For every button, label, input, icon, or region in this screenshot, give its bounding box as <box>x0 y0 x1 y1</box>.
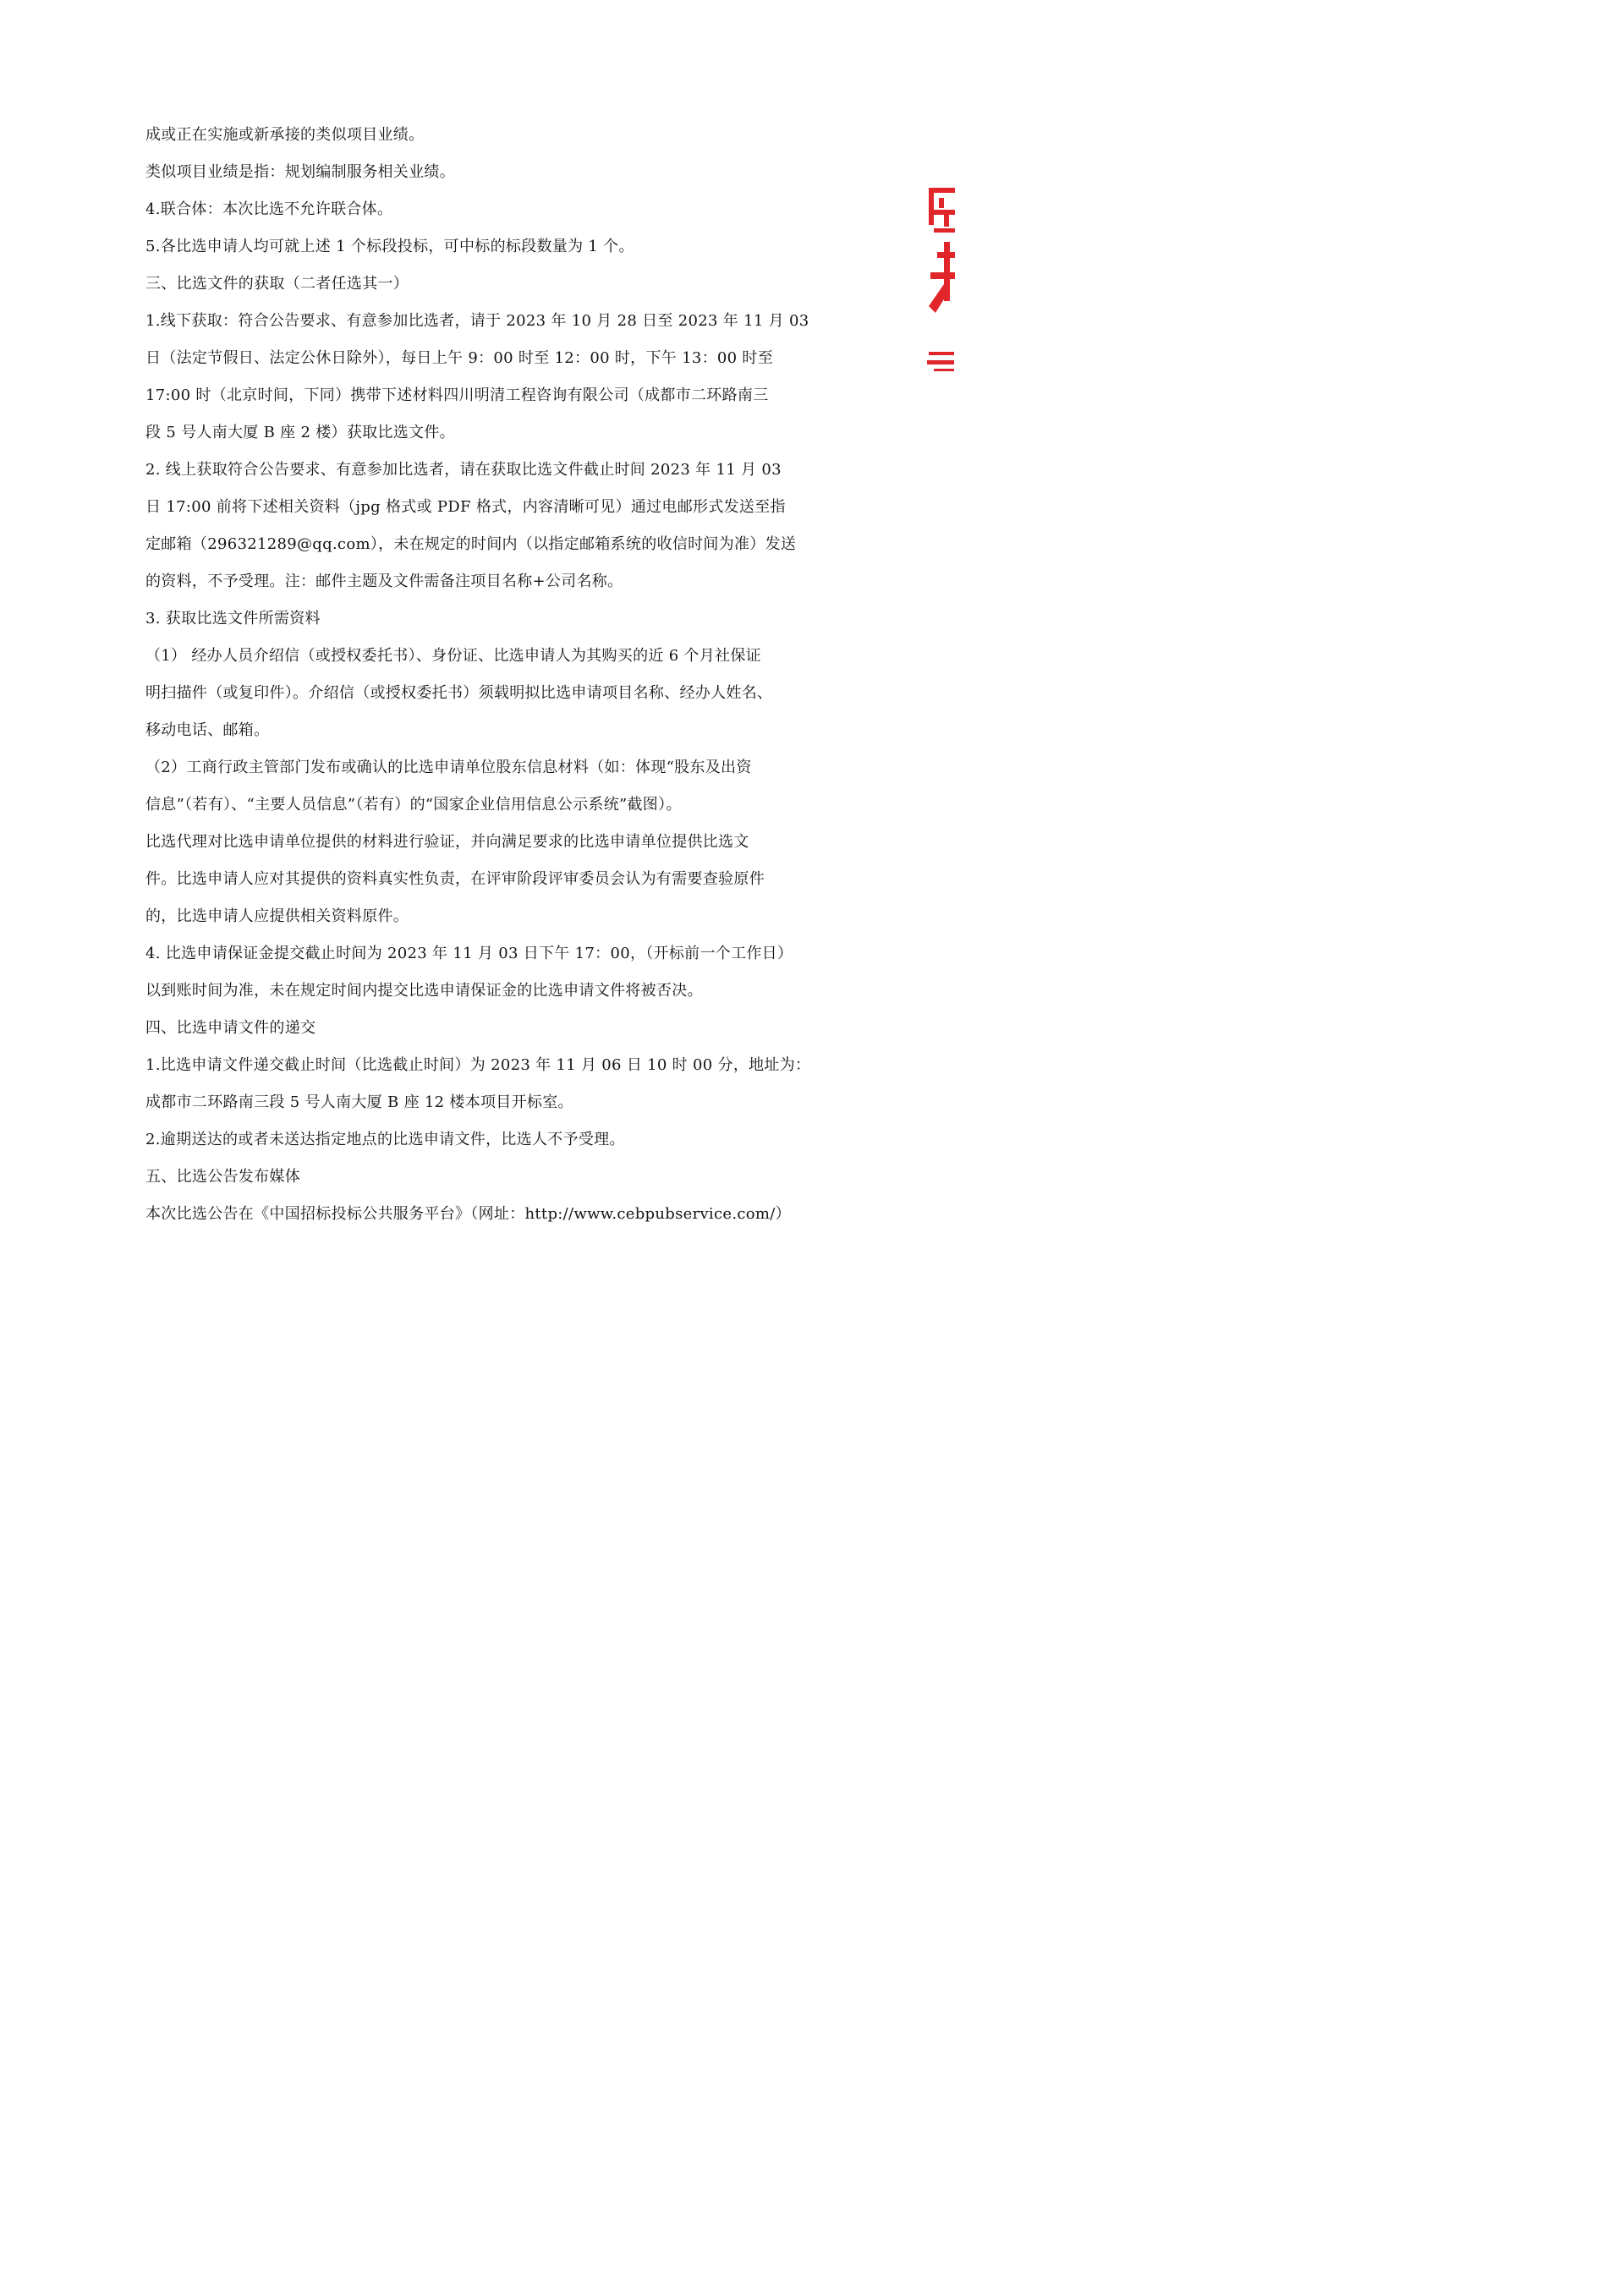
body-line-12: 定邮箱（296321289@qq.com），未在规定的时间内（以指定邮箱系统的收信时间为准）发送 <box>145 535 797 553</box>
body-line-26: 1.比选申请文件递交截止时间（比选截止时间）为 2023 年 11 月 06 日 10 时 00 分，地址为： <box>145 1056 811 1074</box>
body-line-9: 段 5 号人南大厦 B 座 2 楼）获取比选文件。 <box>145 424 455 441</box>
body-line-16: 明扫描件（或复印件）。介绍信（或授权委托书）须载明拟比选申请项目名称、经办人姓名、 <box>145 684 773 702</box>
body-line-22: 的，比选申请人应提供相关资料原件。 <box>145 907 409 925</box>
body-line-17: 移动电话、邮箱。 <box>145 721 270 739</box>
body-line-20: 比选代理对比选申请单位提供的材料进行验证，并向满足要求的比选申请单位提供比选文 <box>145 833 749 851</box>
body-line-21: 件。比选申请人应对其提供的资料真实性负责，在评审阶段评审委员会认为有需要查验原件 <box>145 870 765 888</box>
body-line-19: 信息”（若有）、“主要人员信息”（若有）的“国家企业信用信息公示系统”截图）。 <box>145 796 682 814</box>
body-line-15: （1） 经办人员介绍信（或授权委托书）、身份证、比选申请人为其购买的近 6 个月社保证 <box>145 647 761 665</box>
body-line-18: （2）工商行政主管部门发布或确认的比选申请单位股东信息材料（如：体现“股东及出资 <box>145 759 752 776</box>
seal-stamp <box>925 179 955 389</box>
body-line-24: 以到账时间为准，未在规定时间内提交比选申请保证金的比选申请文件将被否决。 <box>145 982 703 1000</box>
body-line-6: 1.线下获取：符合公告要求、有意参加比选者，请于 2023 年 10 月 28 日至 2023 年 11 月 03 <box>145 312 809 330</box>
body-line-2: 类似项目业绩是指：规划编制服务相关业绩。 <box>145 163 455 181</box>
document-page <box>0 0 955 1351</box>
seal-stamp-graphic <box>925 179 955 389</box>
body-line-1: 成或正在实施或新承接的类似项目业绩。 <box>145 126 425 144</box>
body-line-10: 2. 线上获取符合公告要求、有意参加比选者，请在获取比选文件截止时间 2023 年 11 月 03 <box>145 461 782 479</box>
body-line-14: 3. 获取比选文件所需资料 <box>145 610 321 627</box>
body-line-7: 日（法定节假日、法定公休日除外），每日上午 9：00 时至 12：00 时，下午 13：00 时至 <box>145 349 773 367</box>
section-heading-3: 三、比选文件的获取（二者任选其一） <box>145 275 409 293</box>
body-line-13: 的资料，不予受理。注：邮件主题及文件需备注项目名称+公司名称。 <box>145 573 623 590</box>
section-heading-5: 五、比选公告发布媒体 <box>145 1168 300 1186</box>
body-line-28: 2.逾期送达的或者未送达指定地点的比选申请文件，比选人不予受理。 <box>145 1131 625 1148</box>
body-line-3: 4.联合体：本次比选不允许联合体。 <box>145 200 393 218</box>
section-heading-4: 四、比选申请文件的递交 <box>145 1019 316 1037</box>
body-line-30: 本次比选公告在《中国招标投标公共服务平台》（网址：http://www.cebpubservice.com/） <box>145 1205 791 1223</box>
body-line-27: 成都市二环路南三段 5 号人南大厦 B 座 12 楼本项目开标室。 <box>145 1093 573 1111</box>
body-line-8: 17:00 时（北京时间，下同）携带下述材料四川明清工程咨询有限公司（成都市二环路南三 <box>145 386 769 404</box>
body-line-11: 日 17:00 前将下述相关资料（jpg 格式或 PDF 格式，内容清晰可见）通过电邮形式发送至指 <box>145 498 786 516</box>
body-line-23: 4. 比选申请保证金提交截止时间为 2023 年 11 月 03 日下午 17：00，（开标前一个工作日） <box>145 945 793 962</box>
body-line-4: 5.各比选申请人均可就上述 1 个标段投标，可中标的标段数量为 1 个。 <box>145 238 634 255</box>
